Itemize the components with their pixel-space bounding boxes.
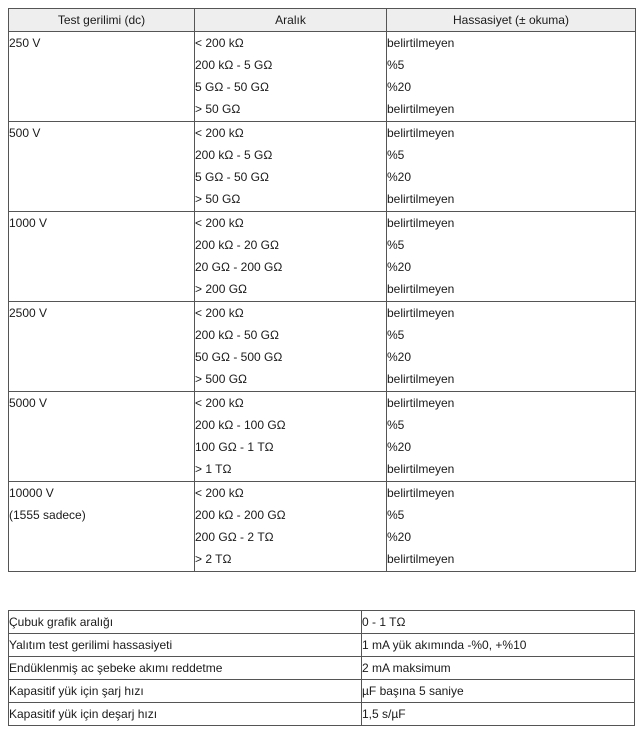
- info-value: 1 mA yük akımında -%0, +%10: [362, 634, 635, 657]
- range-cell: [195, 212, 387, 302]
- info-row: [9, 703, 635, 726]
- range-cell: [195, 302, 387, 392]
- accuracy-text: %20: [387, 530, 412, 544]
- accuracy-text: %20: [387, 260, 412, 274]
- range-cell: [195, 392, 387, 482]
- spec-row: [9, 302, 636, 392]
- spec-table: [8, 8, 636, 572]
- accuracy-text: belirtilmeyen: [387, 486, 455, 500]
- range-text: 200 kΩ - 100 GΩ: [195, 418, 286, 432]
- voltage-cell: [9, 482, 195, 572]
- info-label: Endüklenmiş ac şebeke akımı reddetme: [9, 657, 362, 680]
- accuracy-text: belirtilmeyen: [387, 192, 455, 206]
- spec-row: [9, 122, 636, 212]
- voltage-cell: [9, 32, 195, 122]
- info-body: [9, 611, 635, 726]
- accuracy-text: %5: [387, 238, 405, 252]
- range-text: < 200 kΩ: [195, 486, 244, 500]
- voltage-text: 1000 V: [9, 216, 48, 230]
- accuracy-text: %5: [387, 418, 405, 432]
- accuracy-text: belirtilmeyen: [387, 462, 455, 476]
- accuracy-text: belirtilmeyen: [387, 552, 455, 566]
- range-text: 100 GΩ - 1 TΩ: [195, 440, 274, 454]
- accuracy-text: belirtilmeyen: [387, 102, 455, 116]
- range-text: < 200 kΩ: [195, 306, 244, 320]
- accuracy-cell: [387, 482, 636, 572]
- accuracy-cell: [387, 302, 636, 392]
- accuracy-text: %5: [387, 58, 405, 72]
- voltage-text: (1555 sadece): [9, 508, 86, 522]
- voltage-cell: [9, 302, 195, 392]
- voltage-cell: [9, 122, 195, 212]
- header-test-voltage: Test gerilimi (dc): [9, 9, 195, 32]
- voltage-text: 500 V: [9, 126, 41, 140]
- range-text: < 200 kΩ: [195, 36, 244, 50]
- info-label: Yalıtım test gerilimi hassasiyeti: [9, 634, 362, 657]
- range-text: 5 GΩ - 50 GΩ: [195, 80, 269, 94]
- header-range: Aralık: [195, 9, 387, 32]
- spec-row: [9, 32, 636, 122]
- range-text: > 50 GΩ: [195, 192, 241, 206]
- accuracy-text: %20: [387, 80, 412, 94]
- accuracy-text: belirtilmeyen: [387, 396, 455, 410]
- range-cell: [195, 122, 387, 212]
- accuracy-text: %5: [387, 148, 405, 162]
- accuracy-text: belirtilmeyen: [387, 306, 455, 320]
- accuracy-cell: [387, 212, 636, 302]
- range-text: < 200 kΩ: [195, 396, 244, 410]
- range-text: > 2 TΩ: [195, 552, 232, 566]
- accuracy-text: %5: [387, 508, 405, 522]
- accuracy-text: belirtilmeyen: [387, 126, 455, 140]
- voltage-text: 250 V: [9, 36, 41, 50]
- spec-header-row: [9, 9, 636, 32]
- voltage-text: 2500 V: [9, 306, 48, 320]
- range-text: > 1 TΩ: [195, 462, 232, 476]
- range-cell: [195, 32, 387, 122]
- accuracy-cell: [387, 32, 636, 122]
- range-text: 200 kΩ - 5 GΩ: [195, 148, 273, 162]
- range-text: > 50 GΩ: [195, 102, 241, 116]
- range-text: 20 GΩ - 200 GΩ: [195, 260, 283, 274]
- info-row: [9, 657, 635, 680]
- accuracy-text: %5: [387, 328, 405, 342]
- accuracy-text: belirtilmeyen: [387, 36, 455, 50]
- range-text: 5 GΩ - 50 GΩ: [195, 170, 269, 184]
- range-text: > 500 GΩ: [195, 372, 248, 386]
- accuracy-text: %20: [387, 350, 412, 364]
- range-text: > 200 GΩ: [195, 282, 248, 296]
- info-label: Kapasitif yük için şarj hızı: [9, 680, 362, 703]
- spec-row: [9, 392, 636, 482]
- range-text: 200 kΩ - 20 GΩ: [195, 238, 279, 252]
- accuracy-text: belirtilmeyen: [387, 216, 455, 230]
- info-row: [9, 680, 635, 703]
- range-text: 200 kΩ - 200 GΩ: [195, 508, 286, 522]
- accuracy-text: %20: [387, 440, 412, 454]
- info-value: 2 mA maksimum: [362, 657, 635, 680]
- header-accuracy: Hassasiyet (± okuma): [387, 9, 636, 32]
- spec-row: [9, 482, 636, 572]
- voltage-text: 5000 V: [9, 396, 48, 410]
- range-text: 200 kΩ - 50 GΩ: [195, 328, 279, 342]
- range-text: 50 GΩ - 500 GΩ: [195, 350, 283, 364]
- range-text: 200 GΩ - 2 TΩ: [195, 530, 274, 544]
- range-cell: [195, 482, 387, 572]
- info-value: µF başına 5 saniye: [362, 680, 635, 703]
- info-value: 1,5 s/µF: [362, 703, 635, 726]
- range-text: 200 kΩ - 5 GΩ: [195, 58, 273, 72]
- info-table: [8, 610, 635, 726]
- info-label: Çubuk grafik aralığı: [9, 611, 362, 634]
- info-value: 0 - 1 TΩ: [362, 611, 635, 634]
- accuracy-text: %20: [387, 170, 412, 184]
- spec-row: [9, 212, 636, 302]
- info-row: [9, 634, 635, 657]
- voltage-cell: [9, 212, 195, 302]
- range-text: < 200 kΩ: [195, 216, 244, 230]
- info-label: Kapasitif yük için deşarj hızı: [9, 703, 362, 726]
- voltage-cell: [9, 392, 195, 482]
- accuracy-text: belirtilmeyen: [387, 282, 455, 296]
- info-row: [9, 611, 635, 634]
- accuracy-text: belirtilmeyen: [387, 372, 455, 386]
- accuracy-cell: [387, 122, 636, 212]
- accuracy-cell: [387, 392, 636, 482]
- range-text: < 200 kΩ: [195, 126, 244, 140]
- voltage-text: 10000 V: [9, 486, 54, 500]
- spec-body: [9, 32, 636, 572]
